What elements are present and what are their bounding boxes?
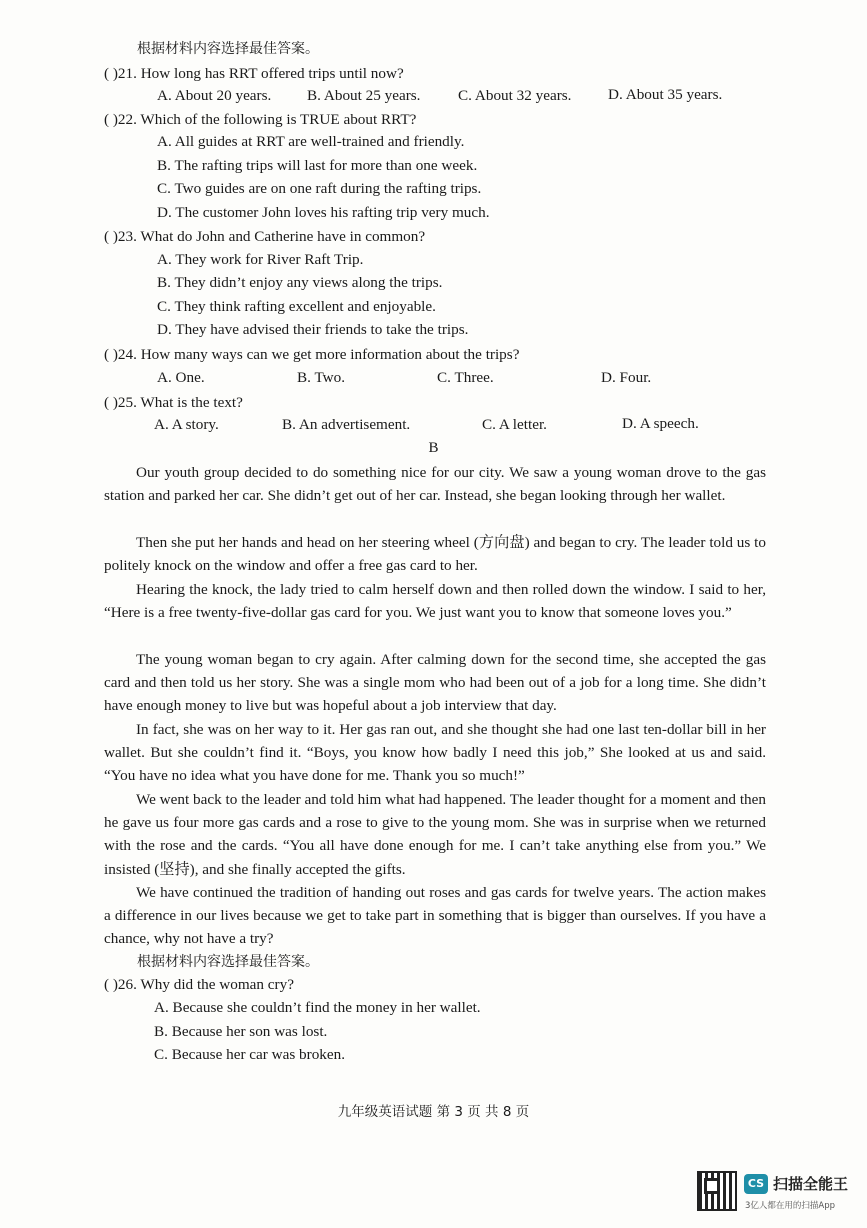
q23-option-c: C. They think rafting excellent and enjoyable.: [157, 298, 436, 315]
q24-option-b: B. Two.: [297, 369, 346, 386]
camscanner-logo-icon: CS: [744, 1174, 768, 1194]
q25-option-d: D. A speech.: [622, 415, 699, 432]
passage-paragraph-4: The young woman began to cry again. After calming down for the second time, she accepted the gas card and then told us her story. She was a single mom who had been out of a job for a long time. She didn’t have enough money to live but was hopeful about a job interview that day.: [104, 651, 766, 715]
page-footer: 九年级英语试题 第 3 页 共 8 页: [337, 1104, 530, 1120]
q22-option-d: D. The customer John loves his rafting trip very much.: [157, 204, 490, 221]
q21-option-a: A. About 20 years.: [157, 87, 272, 104]
q22-option-a: A. All guides at RRT are well-trained and friendly.: [157, 133, 465, 150]
passage-paragraph-2: Then she put her hands and head on her steering wheel (方向盘) and began to cry. The leader told us to politely knock on the window and offer a free gas card to her.: [104, 534, 766, 575]
passage-paragraph-5: In fact, she was on her way to it. Her gas ran out, and she thought she had one last ten-dollar bill in her wallet. But she couldn’t find it. “Boys, you know how badly I need this job,” She looked at us and said. “You have no idea what you have done for me. Thank you so much!”: [104, 721, 766, 785]
question-26: ( )26. Why did the woman cry?: [104, 976, 294, 993]
question-23: ( )23. What do John and Catherine have in common?: [104, 228, 426, 245]
q23-option-b: B. They didn’t enjoy any views along the trips.: [157, 274, 443, 291]
q24-option-d: D. Four.: [601, 369, 652, 386]
q21-option-b: B. About 25 years.: [307, 87, 421, 104]
question-22: ( )22. Which of the following is TRUE about RRT?: [104, 111, 417, 128]
question-24: ( )24. How many ways can we get more information about the trips?: [104, 346, 520, 363]
section-b-heading: B: [428, 440, 439, 456]
q25-option-c: C. A letter.: [482, 416, 547, 433]
q26-option-b: B. Because her son was lost.: [154, 1023, 328, 1040]
q26-option-c: C. Because her car was broken.: [154, 1046, 346, 1063]
q25-option-b: B. An advertisement.: [282, 416, 411, 433]
qr-code-icon: [697, 1171, 737, 1211]
instruction-2: 根据材料内容选择最佳答案。: [137, 954, 319, 970]
brand-name: 扫描全能王: [773, 1175, 849, 1193]
passage-paragraph-6: We went back to the leader and told him what had happened. The leader thought for a moment and then he gave us four more gas cards and a rose to give to the young mom. She was in surprise when we returned with the rose and the cards. “You all have done enough for me. I can’t take anything else from you.” We insisted (坚持), and she finally accepted the gifts.: [104, 791, 766, 878]
instruction-1: 根据材料内容选择最佳答案。: [137, 41, 319, 57]
q21-option-d: D. About 35 years.: [608, 86, 723, 103]
q21-option-c: C. About 32 years.: [458, 87, 572, 104]
q25-option-a: A. A story.: [154, 416, 219, 433]
q22-option-b: B. The rafting trips will last for more than one week.: [157, 157, 478, 174]
q24-option-a: A. One.: [157, 369, 205, 386]
passage-paragraph-1: Our youth group decided to do something nice for our city. We saw a young woman drove to the gas station and parked her car. She didn’t get out of her car. Instead, she began looking through her wallet.: [104, 464, 766, 505]
brand-tagline: 3亿人都在用的扫描App: [745, 1201, 836, 1211]
q23-option-a: A. They work for River Raft Trip.: [157, 251, 364, 268]
q22-option-c: C. Two guides are on one raft during the rafting trips.: [157, 180, 482, 197]
q24-option-c: C. Three.: [437, 369, 494, 386]
q23-option-d: D. They have advised their friends to take the trips.: [157, 321, 469, 338]
passage-paragraph-7: We have continued the tradition of handing out roses and gas cards for twelve years. The action makes a difference in our lives because we get to take part in something that is bigger than ourselves. If you have a chance, why not have a try?: [104, 884, 766, 948]
passage-paragraph-3: Hearing the knock, the lady tried to calm herself down and then rolled down the window. I said to her, “Here is a free twenty-five-dollar gas card for you. We just want you to know that someone loves you.”: [104, 581, 766, 622]
q26-option-a: A. Because she couldn’t find the money in her wallet.: [154, 999, 481, 1016]
question-21: ( )21. How long has RRT offered trips until now?: [104, 65, 404, 82]
question-25: ( )25. What is the text?: [104, 394, 243, 411]
